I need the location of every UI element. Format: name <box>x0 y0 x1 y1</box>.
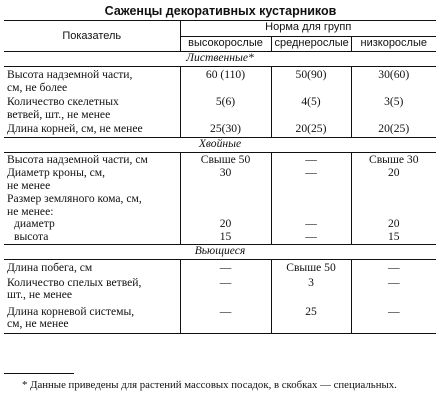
section-row-climbing <box>4 245 436 260</box>
table-title: Саженцы декоративных кустарников <box>104 4 337 18</box>
cell-value: Свыше 50 <box>180 152 271 166</box>
section-row-deciduous <box>4 52 436 67</box>
cell-value: 15 <box>180 231 271 245</box>
table-row <box>4 192 436 218</box>
seedlings-table <box>4 20 436 334</box>
footnote-divider <box>4 373 74 374</box>
table-row <box>4 231 436 245</box>
footnote: * Данные приведены для растений массовых посадок, в скобках — специальных. <box>22 379 397 391</box>
row-label <box>4 94 180 121</box>
norm-header: Норма для групп <box>180 21 436 37</box>
group-header-tall: высокорослые <box>180 36 271 52</box>
row-label: Длина корней, см, не менее <box>4 121 180 137</box>
row-label-line: Количество спелых ветвей, <box>7 275 142 289</box>
cell-value: — <box>271 166 351 192</box>
cell-value: 30(60) <box>351 67 436 95</box>
table-row <box>4 302 436 334</box>
row-label-line: Количество скелетных <box>7 95 119 108</box>
cell-value <box>271 192 351 218</box>
table-row <box>4 218 436 231</box>
row-label <box>4 192 180 218</box>
group-header-low: низкорослые <box>351 36 436 52</box>
cell-value: 20(25) <box>351 121 436 137</box>
table-row <box>4 275 436 302</box>
cell-value: — <box>351 260 436 275</box>
cell-value: 25 <box>271 302 351 334</box>
row-label-line: см, не менее <box>7 317 69 330</box>
header-row-1 <box>4 21 436 37</box>
cell-value: 3 <box>271 275 351 302</box>
table-row <box>4 94 436 121</box>
row-label-line: Диаметр кроны, см, <box>7 166 106 179</box>
group-header-medium: среднерослые <box>271 36 351 52</box>
row-label-line: Длина корневой системы, <box>7 304 135 318</box>
cell-value: 25(30) <box>180 121 271 137</box>
cell-value: 20 <box>180 218 271 231</box>
row-label <box>4 302 180 334</box>
cell-value: 5(6) <box>180 94 271 121</box>
row-label: диаметр <box>14 217 55 230</box>
table-row <box>4 67 436 95</box>
table-row <box>4 152 436 166</box>
cell-value: 3(5) <box>351 94 436 121</box>
row-label-line: не менее <box>7 178 51 192</box>
section-title: Лиственные* <box>4 52 436 67</box>
cell-value: — <box>271 231 351 245</box>
row-label-line: Высота надземной части, <box>7 68 133 81</box>
row-label: высота <box>4 231 180 245</box>
cell-value: 20(25) <box>271 121 351 137</box>
cell-value: — <box>271 218 351 231</box>
cell-value: 30 <box>180 166 271 192</box>
cell-value: 20 <box>351 166 436 192</box>
row-label <box>4 275 180 302</box>
row-label: Высота надземной части, см <box>7 152 148 166</box>
cell-value <box>180 192 271 218</box>
row-label-line: шт., не менее <box>7 288 73 301</box>
cell-value <box>351 192 436 218</box>
cell-value: — <box>180 302 271 334</box>
row-label-line: не менее: <box>7 204 54 218</box>
cell-value: 60 (110) <box>180 67 271 95</box>
row-label-line: ветвей, шт., не менее <box>7 107 111 121</box>
table-row <box>4 166 436 192</box>
cell-value: — <box>351 275 436 302</box>
indicator-header: Показатель <box>4 21 180 52</box>
cell-value: — <box>271 152 351 166</box>
row-label <box>4 166 180 192</box>
cell-value: — <box>180 275 271 302</box>
cell-value: — <box>351 302 436 334</box>
section-row-coniferous <box>4 137 436 152</box>
cell-value: 15 <box>351 231 436 245</box>
row-label-line: см, не более <box>7 80 68 94</box>
cell-value: 20 <box>351 218 436 231</box>
cell-value: 4(5) <box>271 94 351 121</box>
cell-value: 50(90) <box>271 67 351 95</box>
cell-value: — <box>180 260 271 275</box>
table-row <box>4 121 436 137</box>
table-row <box>4 260 436 275</box>
row-label-line: Размер земляного кома, см, <box>7 192 142 205</box>
cell-value: Свыше 50 <box>271 260 351 275</box>
cell-value: Свыше 30 <box>351 152 436 166</box>
row-label <box>4 67 180 95</box>
section-title: Хвойные <box>4 137 436 152</box>
section-title: Вьющиеся <box>4 245 436 260</box>
row-label: Длина побега, см <box>7 261 93 274</box>
